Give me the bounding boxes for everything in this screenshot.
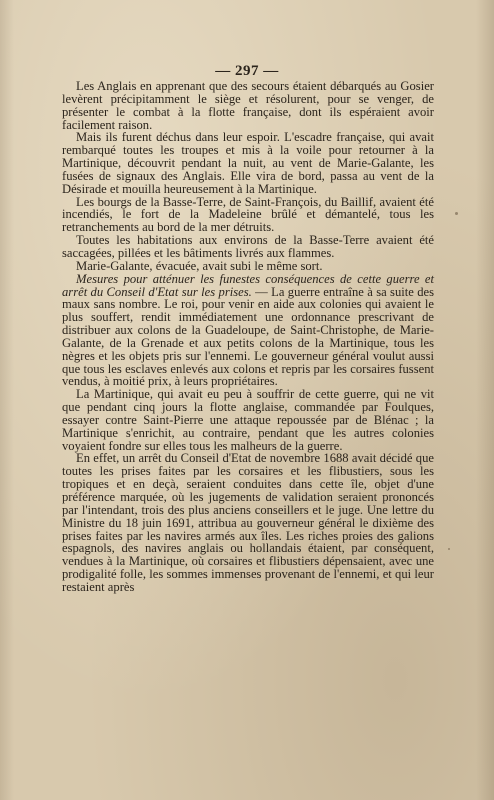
paper-speck bbox=[448, 548, 450, 550]
paragraph: Toutes les habitations aux environs de la Basse-Terre avaient été saccagées, pillées et les bâtiments livrés aux flammes. bbox=[62, 233, 434, 260]
paragraph: Les Anglais en apprenant que des secours étaient débarqués au Gosier levèrent précipitamment le siège et résolurent, pour se venger, de présenter le combat à la flotte française, dont ils espéraient avoir facilement raison. bbox=[62, 79, 434, 132]
paragraph: Les bourgs de la Basse-Terre, de Saint-François, du Baillif, avaient été incendiés, le fort de la Madeleine brûlé et démantelé, tous les retranchements au bord de la mer détruits. bbox=[62, 194, 434, 235]
section-title: Mesures pour atténuer les funestes conséquences de cette guerre et arrêt du Conseil d'Etat sur les prises. bbox=[62, 271, 434, 299]
paper-speck bbox=[455, 212, 458, 215]
paragraph: En effet, un arrêt du Conseil d'Etat de novembre 1688 avait décidé que toutes les prises faites par les corsaires et les flibustiers, sous les tropiques et en deçà, seraient conduites dans cette île, objet d'une préférence marquée, où les jugements de validation seraient prononcés par l'intendant, trois des plus anciens conseillers et le juge. Une lettre du Ministre du 18 juin 1691, attribua au gouverneur général le dixième des prises faites par les navires armés aux îles. Les riches proies des galions espagnols, des navires anglais ou hollandais étaient, par conséquent, vendues à la Martinique, où corsaires et flibustiers dépensaient, avec une prodigalité folle, les sommes immenses provenant de l'ennemi, et qui leur restaient après bbox=[62, 451, 434, 594]
paragraph: La Martinique, qui avait eu peu à souffrir de cette guerre, qui ne vit que pendant cinq jours la flotte anglaise, commandée par Foulques, essayer contre Saint-Pierre une attaque repoussée par de Blénac ; la Martinique s'enrichit, au contraire, pendant que les autres colonies voyaient fondre sur elles tous les malheurs de la guerre. bbox=[62, 387, 434, 453]
paragraph: Mais ils furent déchus dans leur espoir. L'escadre française, qui avait rembarqué toutes les troupes et mis à la voile pour retourner à la Martinique, découvrit pendant la nuit, au vent de Marie-Galante, les fusées de signaux des Anglais. Elle vira de bord, passa au vent de la Désirade et mouilla heureusement à la Martinique. bbox=[62, 130, 434, 196]
body-text bbox=[62, 80, 434, 594]
page-number: — 297 — bbox=[215, 63, 279, 79]
section-paragraph bbox=[62, 273, 434, 389]
page-edge-shadow bbox=[476, 0, 494, 800]
paragraph: Marie-Galante, évacuée, avait subi le même sort. bbox=[76, 258, 323, 273]
page-gutter-shadow bbox=[0, 0, 14, 800]
section-body: — La guerre entraîne à sa suite des maux sans nombre. Le roi, pour venir en aide aux colonies qui avaient le plus souffert, rendit immédiatement une ordonnance prescrivant de distribuer aux colons de la Guadeloupe, de Saint-Christophe, de Marie-Galante, de la Grenade et aux petits colons de la Martinique, tous les nègres et les objets pris sur l'ennemi. Le gouverneur général voulut aussi que tous les esclaves enlevés aux colons et repris par les corsaires fussent vendus, à moitié prix, à leurs propriétaires. bbox=[62, 284, 434, 389]
